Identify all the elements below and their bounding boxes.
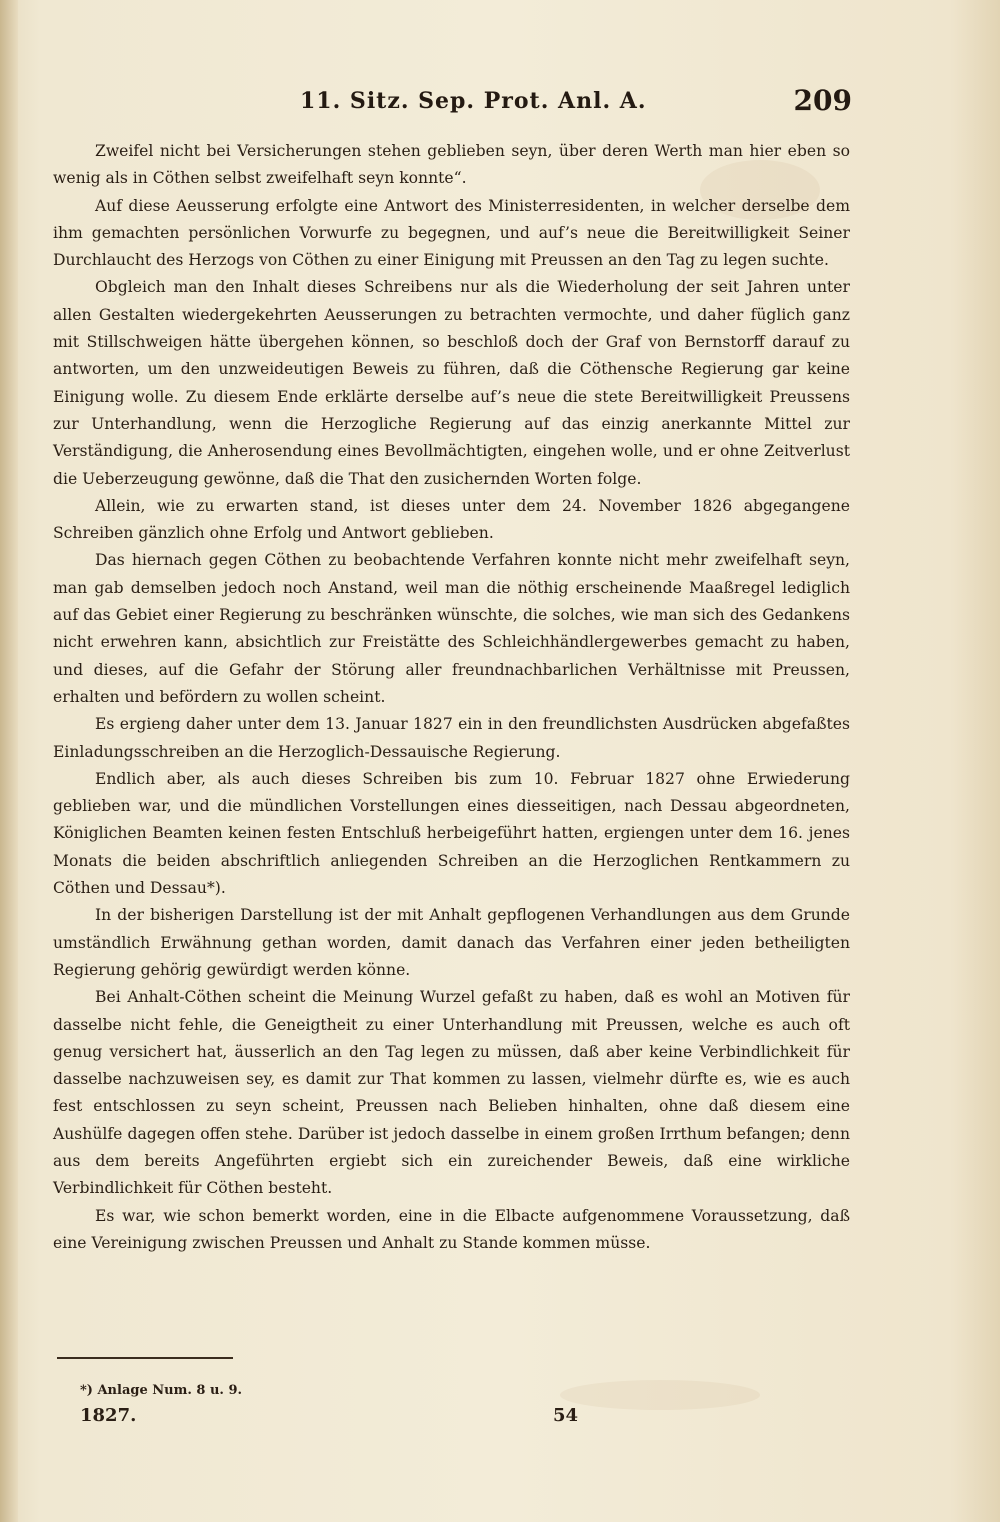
footnote: *) Anlage Num. 8 u. 9. <box>80 1383 243 1398</box>
paragraph: Es war, wie schon bemerkt worden, eine in die Elbacte aufgenommene Voraussetzung, daß eine Vereinigung zwischen Preussen und Anhalt zu Stande kommen müsse. <box>53 1206 850 1252</box>
paragraph: In der bisherigen Darstellung ist der mit Anhalt gepflogenen Verhandlungen aus dem Grunde umständlich Erwähnung gethan worden, damit danach das Verfahren einer jeden betheiligten Regierung gehörig gewürdigt werden könne. <box>53 906 850 979</box>
paragraph: Zweifel nicht bei Versicherungen stehen geblieben seyn, über deren Werth man hier eben so wenig als in Cöthen selbst zweifelhaft seyn konnte“. <box>53 142 850 188</box>
paragraph: Allein, wie zu erwarten stand, ist dieses unter dem 24. November 1826 abgegangene Schreiben gänzlich ohne Erfolg und Antwort geblieben. <box>53 496 850 543</box>
footer-year: 1827. <box>80 1405 137 1426</box>
book-spine-shadow <box>0 0 18 1522</box>
paragraph: Es ergieng daher unter dem 13. Januar 1827 ein in den freundlichsten Ausdrücken abgefaßtes Einladungsschreiben an die Herzoglich-Dessauische Regierung. <box>53 715 850 761</box>
paragraph: Bei Anhalt-Cöthen scheint die Meinung Wurzel gefaßt zu haben, daß es wohl an Motiven für dasselbe nicht fehle, die Geneigtheit zu einer Unterhandlung mit Preussen, welche es auch oft genug versichert hat, äusserlich an den Tag legen zu müssen, daß aber keine Verbindlichkeit für dasselbe nachzuweisen sey, es damit zur That kommen zu lassen, vielmehr dürfte es, wie es auch fest entschlossen zu seyn scheint, Preussen nach Belieben hinhalten, ohne daß diesem eine Aushülfe dagegen offen stehe. Darüber ist jedoch dasselbe in einem großen Irrthum befangen; denn aus dem bereits Angeführten ergiebt sich ein zureichender Beweis, daß eine wirkliche Verbindlichkeit für Cöthen besteht. <box>53 988 850 1198</box>
paragraph: Endlich aber, als auch dieses Schreiben bis zum 10. Februar 1827 ohne Erwiederung geblieben war, und die mündlichen Vorstellungen eines diesseitigen, nach Dessau abgeordneten, Königlichen Beamten keinen festen Entschluß herbeigeführt hatten, ergiengen unter dem 16. jenes Monats die beiden abschriftlich anliegenden Schreiben an die Herzoglichen Rentkammern zu Cöthen und Dessau*). <box>53 769 850 898</box>
body-text <box>53 138 850 1257</box>
page-number: 209 <box>793 84 852 117</box>
printer-signature-mark: 54 <box>553 1405 579 1426</box>
running-header <box>300 84 852 124</box>
paragraph: Obgleich man den Inhalt dieses Schreibens nur als die Wiederholung der seit Jahren unter allen Gestalten wiedergekehrten Aeusserungen zu betrachten vermochte, und daher füglich ganz mit Stillschweigen hätte übergehen können, so beschloß doch der Graf von Bernstorff darauf zu antworten, um den unzweideutigen Beweis zu führen, daß die Cöthensche Regierung gar keine Einigung wolle. Zu diesem Ende erklärte derselbe auf’s neue die stete Bereitwilligkeit Preussens zur Unterhandlung, wenn die Herzogliche Regierung auf das einzig anerkannte Mittel zur Verständigung, die Anherosendung eines Bevollmächtigten, eingehen wolle, und er ohne Zeitverlust die Ueberzeugung gewönne, daß die That den zusichernden Worten folge. <box>53 278 850 488</box>
footnote-divider <box>57 1357 233 1359</box>
paragraph: Das hiernach gegen Cöthen zu beobachtende Verfahren konnte nicht mehr zweifelhaft seyn, man gab demselben jedoch noch Anstand, weil man die nöthig erscheinende Maaßregel lediglich auf das Gebiet einer Regierung zu beschränken wünschte, die solches, wie man sich des Gedankens nicht erwehren kann, absichtlich zur Freistätte des Schleichhändlergewerbes gemacht zu haben, und dieses, auf die Gefahr der Störung aller freundnachbarlichen Verhältnisse mit Preussen, erhalten und befördern zu wollen scheint. <box>53 551 850 706</box>
header-title: 11. Sitz. Sep. Prot. Anl. A. <box>300 88 647 114</box>
paper-stain <box>560 1380 760 1410</box>
paragraph: Auf diese Aeusserung erfolgte eine Antwort des Ministerresidenten, in welcher derselbe dem ihm gemachten persönlichen Vorwurfe zu begegnen, und auf’s neue die Bereitwilligkeit Seiner Durchlaucht des Herzogs von Cöthen zu einer Einigung mit Preussen an den Tag zu legen suchte. <box>53 196 850 270</box>
